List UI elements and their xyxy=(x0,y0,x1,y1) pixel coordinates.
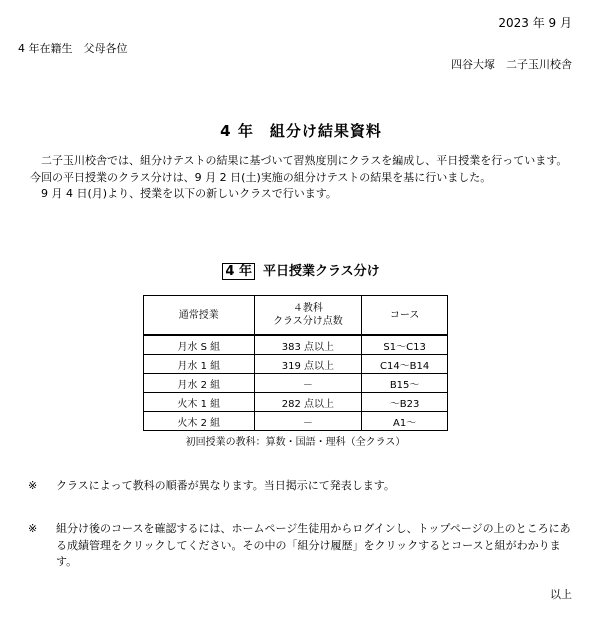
sender-line: 四谷大塚 二子玉川校舎 xyxy=(451,58,572,71)
cell-course: A1～ xyxy=(362,412,448,431)
table-row xyxy=(144,355,448,374)
document-date: 2023 年 9 月 xyxy=(498,16,572,30)
note-1 xyxy=(28,478,578,495)
recipient-line: 4 年在籍生 父母各位 xyxy=(18,42,128,55)
note-mark: ※ xyxy=(28,522,38,535)
cell-course: B15～ xyxy=(362,374,448,393)
grade-box: 4 年 xyxy=(222,263,255,280)
closing-word: 以上 xyxy=(550,588,572,601)
note-text: 組分け後のコースを確認するには、ホームページ生徒用からログインし、トップページの上のところにある成績管理をクリックしてください。その中の「組分け履歴」をクリックするとコースと組がわかります。 xyxy=(56,522,571,568)
header-score-line1: ４教科 xyxy=(292,303,323,314)
cell-score: 383 点以上 xyxy=(254,335,362,355)
table-heading xyxy=(0,260,602,279)
document-title: 4 年 組分け結果資料 xyxy=(220,122,382,140)
intro-paragraph-2: 9 月 4 日(月)より、授業を以下の新しいクラスで行います。 xyxy=(41,187,337,200)
table-row xyxy=(144,393,448,412)
cell-course: ～B23 xyxy=(362,393,448,412)
cell-class: 火木 1 組 xyxy=(144,393,255,412)
header-course: コース xyxy=(362,296,448,336)
cell-class: 月水 S 組 xyxy=(144,335,255,355)
table-row xyxy=(144,412,448,431)
class-table xyxy=(143,295,448,431)
cell-class: 火木 2 組 xyxy=(144,412,255,431)
subjects-note: 初回授業の教科：算数・国語・理科（全クラス） xyxy=(185,437,406,448)
table-header-row xyxy=(144,296,448,336)
intro-text xyxy=(30,153,575,203)
cell-course: S1～C13 xyxy=(362,335,448,355)
table-row xyxy=(144,335,448,355)
cell-class: 月水 1 組 xyxy=(144,355,255,374)
header-class: 通常授業 xyxy=(144,296,255,336)
intro-paragraph-1: 二子玉川校舎では、組分けテストの結果に基づいて習熟度別にクラスを編成し、平日授業を行っています。今回の平日授業のクラス分けは、9 月 2 日(土)実施の組分けテストの結果を基に行いました。 xyxy=(30,154,568,184)
cell-course: C14～B14 xyxy=(362,355,448,374)
cell-score: － xyxy=(254,412,362,431)
note-2 xyxy=(28,521,578,571)
header-score xyxy=(254,296,362,336)
table-row xyxy=(144,374,448,393)
cell-score: － xyxy=(254,374,362,393)
header-score-line2: クラス分け点数 xyxy=(273,316,343,327)
note-mark: ※ xyxy=(28,479,38,492)
cell-score: 319 点以上 xyxy=(254,355,362,374)
table-heading-label: 平日授業クラス分け xyxy=(262,264,380,279)
cell-class: 月水 2 組 xyxy=(144,374,255,393)
cell-score: 282 点以上 xyxy=(254,393,362,412)
note-text: クラスによって教科の順番が異なります。当日掲示にて発表します。 xyxy=(56,479,395,492)
